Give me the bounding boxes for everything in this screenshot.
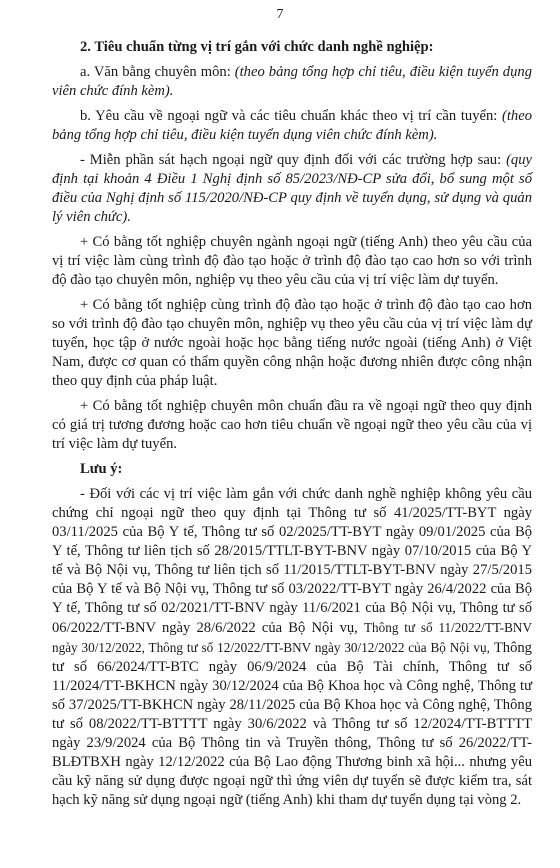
paragraph-exemption [52, 151, 532, 227]
note-label: Lưu ý: [80, 461, 123, 477]
paragraph-case-3: + Có bằng tốt nghiệp chuyên môn chuẩn đầu ra về ngoại ngữ theo quy định có giá trị tương đương hoặc cao hơn tiêu chuẩn về ngoại ngữ theo yêu cầu của vị trí việc làm dự tuyển. [52, 398, 532, 452]
item-b-text: b. Yêu cầu về ngoại ngữ và các tiêu chuẩn khác theo vị trí cần tuyển: [80, 108, 502, 124]
paragraph-note [52, 485, 532, 810]
note-text-part2: Thông tư số 66/2024/TT-BTC ngày 06/9/2024 của Bộ Tài chính, Thông tư số 11/2024/TT-BKHCN ngày 30/12/2024 của Bộ Khoa học và Công nghệ, Thông tư số 37/2025/TT-BKHCN ngày 28/11/2025 của Bộ Khoa học và Công nghệ, Thông tư số 08/2022/TT-BTTTT ngày 30/6/2022 và Thông tư số 12/2024/TT-BTTTT ngày 23/9/2024 của Bộ Thông tin và Truyền thông, Thông tư số 26/2022/TT-BLĐTBXH ngày 12/12/2022 của Bộ Lao động Thương binh xã hội... nhưng yêu cầu kỹ năng sử dụng được ngoại ngữ thì ứng viên dự tuyển sẽ được kiểm tra, sát hạch kỹ năng sử dụng ngoại ngữ (tiếng Anh) khi tham dự tuyển dụng tại vòng 2. [52, 640, 532, 808]
section-heading: 2. Tiêu chuẩn từng vị trí gắn với chức danh nghề nghiệp: [80, 39, 434, 55]
note-text-part1: - Đối với các vị trí việc làm gắn với chức danh nghề nghiệp không yêu cầu chứng chỉ ngoại ngữ theo quy định tại Thông tư số 41/2025/TT-BYT ngày 03/11/2025 của Bộ Y tế, Thông tư số 02/2025/TT-BYT ngày 09/01/2025 của Bộ Y tế, Thông tư liên tịch số 28/2015/TTLT-BYT-BNV ngày 07/10/2015 của Bộ Y tế và Bộ Nội vụ, Thông tư liên tịch số 11/2015/TTLT-BYT-BNV ngày 27/5/2015 của Bộ Y tế và Bộ Nội vụ, Thông tư số 03/2022/TT-BYT ngày 26/4/2022 của Bộ Y tế, Thông tư số 02/2021/TT-BNV ngày 11/6/2021 của Bộ Nội vụ, Thông tư số 06/2022/TT-BNV ngày 28/6/2022 của Bộ Nội vụ, [52, 486, 532, 636]
item-a-text: a. Văn bằng chuyên môn: [80, 64, 235, 80]
page-number: 7 [276, 7, 284, 22]
item-b-note: (theo bảng tổng hợp chỉ tiêu, điều kiện tuyển dụng viên chức đính kèm). [52, 108, 532, 143]
document-body [52, 38, 532, 810]
paragraph-item-b [52, 107, 532, 145]
item-a-note: (theo bảng tổng hợp chỉ tiêu, điều kiện tuyển dụng viên chức đính kèm). [52, 64, 532, 99]
exemption-note: (quy định tại khoản 4 Điều 1 Nghị định số 85/2023/NĐ-CP sửa đổi, bổ sung một số điều của Nghị định số 115/2020/NĐ-CP quy định về tuyển dụng, sử dụng và quản lý viên chức). [52, 152, 532, 225]
paragraph-case-1: + Có bằng tốt nghiệp chuyên ngành ngoại ngữ (tiếng Anh) theo yêu cầu của vị trí việc làm cùng trình độ đào tạo hoặc ở trình độ đào tạo cao hơn so với trình độ đào tạo chuyên môn, nghiệp vụ theo yêu cầu của vị trí việc làm dự tuyển. [52, 234, 532, 288]
paragraph-case-2: + Có bằng tốt nghiệp cùng trình độ đào tạo hoặc ở trình độ đào tạo cao hơn so với trình độ đào tạo chuyên môn, nghiệp vụ theo yêu cầu của vị trí việc làm dự tuyển, học tập ở nước ngoài hoặc học bằng tiếng nước ngoài (tiếng Anh) ở Việt Nam, được cơ quan có thẩm quyền công nhận hoặc đương nhiên được công nhận theo quy định của pháp luật. [52, 297, 532, 389]
exemption-text: - Miễn phần sát hạch ngoại ngữ quy định đối với các trường hợp sau: [80, 152, 507, 168]
paragraph-item-a [52, 63, 532, 101]
note-text-small: Thông tư số 11/2022/TT-BNV ngày 30/12/2022, Thông tư số 12/2022/TT-BNV ngày 30/12/2022 của Bộ Nội vụ, [52, 620, 532, 655]
